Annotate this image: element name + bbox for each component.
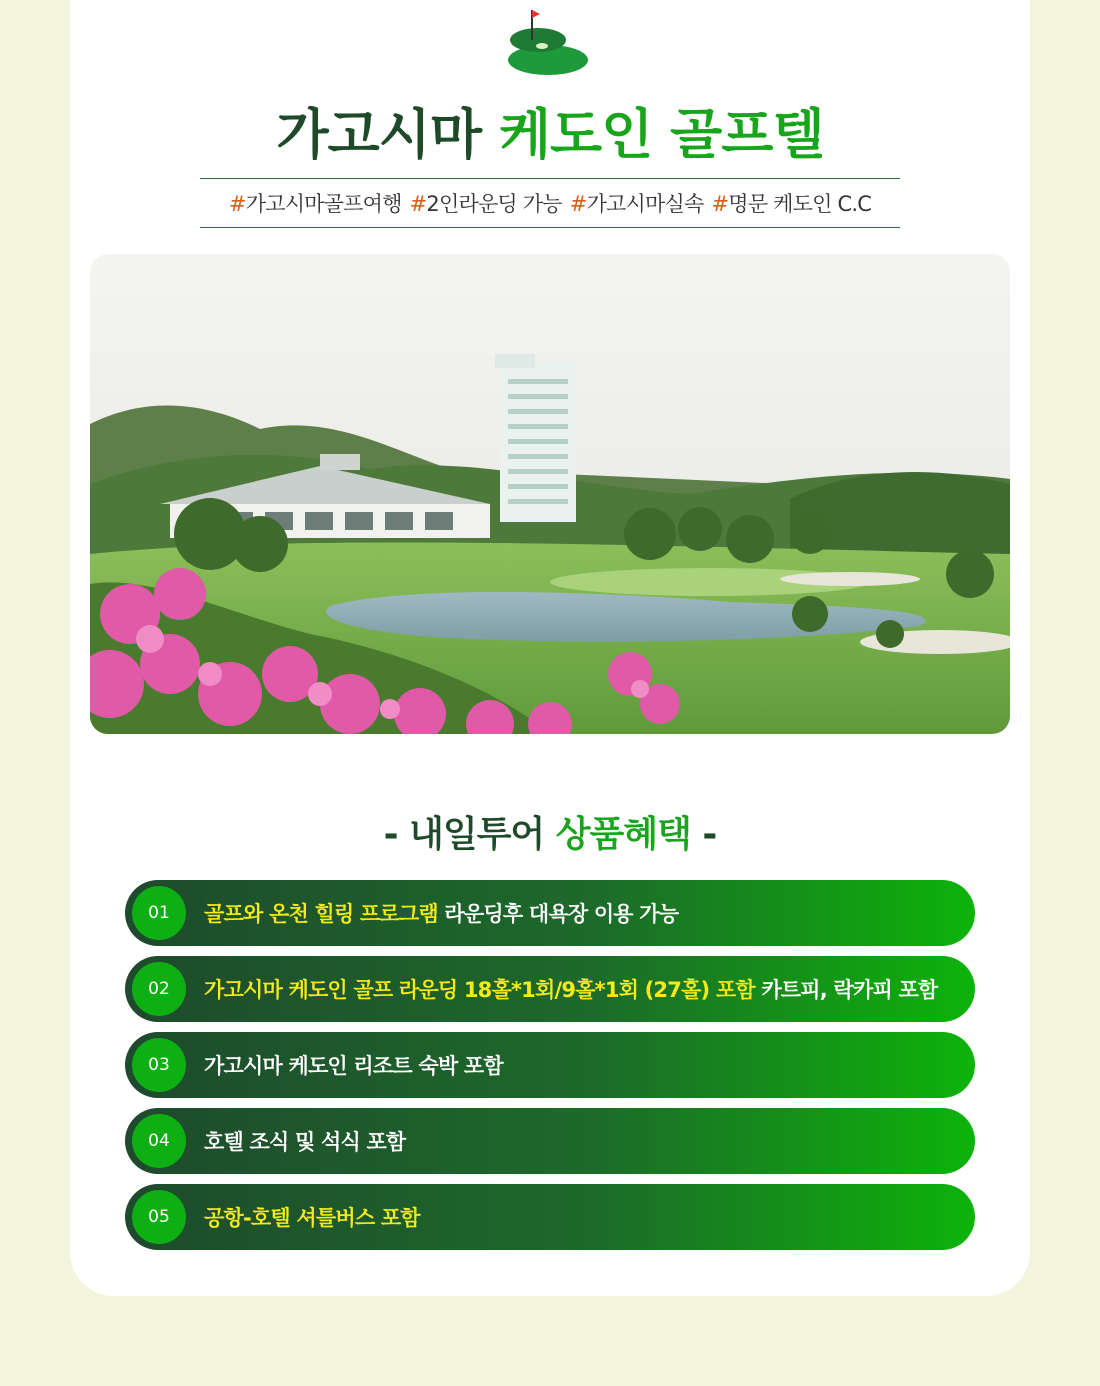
- hashtag-bar: [200, 178, 900, 228]
- benefit-number-badge: 03: [132, 1038, 186, 1092]
- benefit-text: 가고시마 케도인 리조트 숙박 포함: [204, 1054, 503, 1078]
- golf-course-resort-photo: [90, 254, 1010, 734]
- benefit-text: 공항-호텔 셔틀버스 포함: [204, 1206, 420, 1230]
- benefit-text: 골프와 온천 힐링 프로그램 라운딩후 대욕장 이용 가능: [204, 902, 679, 926]
- benefits-section-title: - 내일투어 상품혜택 -: [383, 814, 717, 855]
- hashtag: #가고시마골프여행: [228, 192, 402, 216]
- golf-green-flag-icon: [508, 6, 592, 76]
- benefit-item: [125, 880, 975, 946]
- benefit-item: [125, 1184, 975, 1250]
- page-title: 가고시마 케도인 골프텔: [276, 103, 824, 166]
- benefit-item: [125, 1032, 975, 1098]
- benefit-text: 가고시마 케도인 골프 라운딩 18홀*1회/9홀*1회 (27홀) 포함 카트피, 락카피 포함: [204, 978, 938, 1002]
- benefit-item: [125, 1108, 975, 1174]
- benefit-number-badge: 04: [132, 1114, 186, 1168]
- hashtag: #명문 케도인 C.C: [711, 192, 872, 216]
- hashtag: #가고시마실속: [569, 192, 704, 216]
- hashtag: #2인라운딩 가능: [409, 192, 562, 216]
- benefit-number-badge: 02: [132, 962, 186, 1016]
- benefit-number-badge: 05: [132, 1190, 186, 1244]
- benefit-text: 호텔 조식 및 석식 포함: [204, 1130, 406, 1154]
- benefit-item: [125, 956, 975, 1022]
- benefit-number-badge: 01: [132, 886, 186, 940]
